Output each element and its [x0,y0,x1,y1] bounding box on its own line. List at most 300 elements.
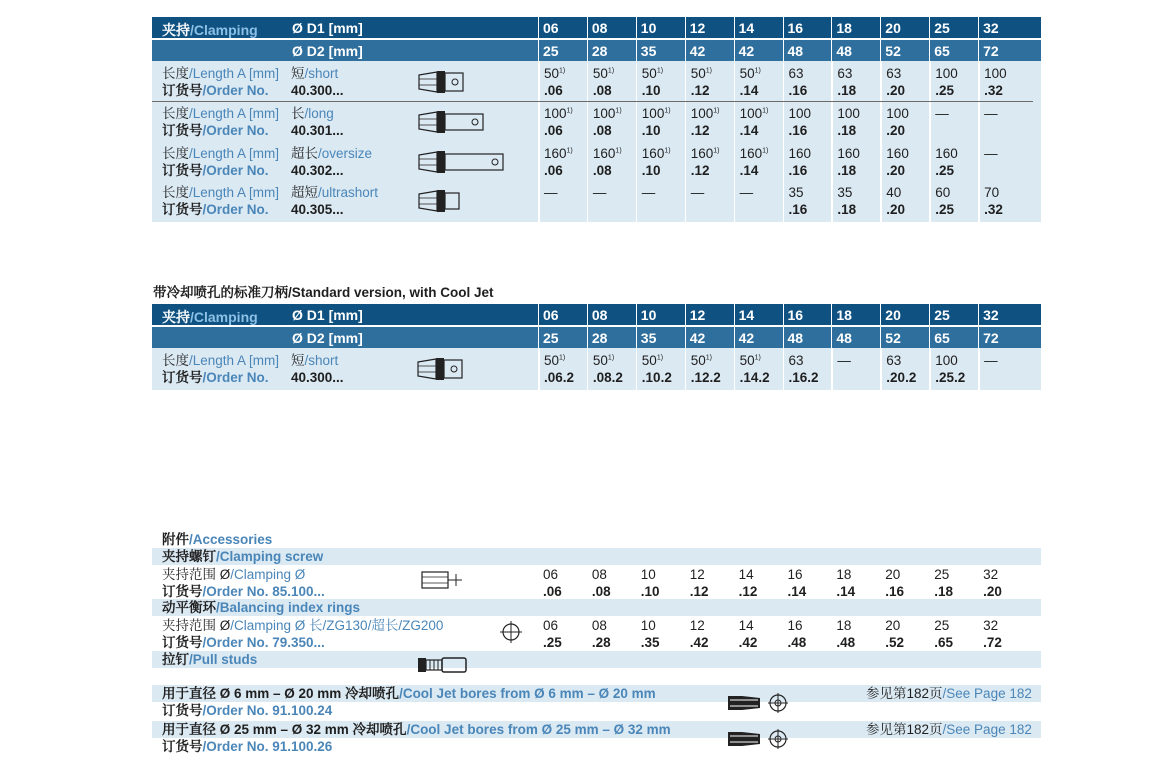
column-divider [880,61,882,222]
header-d2-label: Ø D2 [mm] [292,43,363,59]
d1-col-08: 08 [587,304,636,325]
length-value: 100 [886,106,909,121]
value-cell [740,184,754,218]
column-divider [783,61,785,222]
order-code: .06 [544,123,563,138]
length-value: — [984,146,998,161]
order-code: .20 [886,163,906,178]
header-clamping-label: 夹持/Clamping [162,309,258,325]
value-cell [691,145,720,179]
length-value: 50$^{1)}$ [544,66,566,81]
length-value: 160$^{1)}$ [739,146,769,161]
length-value: 63 [886,353,902,368]
length-value: 100$^{1)}$ [739,106,769,121]
length-value: 160$^{1)}$ [641,146,671,161]
size-value: 20 [885,567,901,582]
d1-col-14: 14 [734,304,783,325]
size-value: 08 [591,618,607,633]
size-value: 25 [934,567,950,582]
length-value: 100 [935,353,958,368]
size-value: 32 [983,618,999,633]
value-cell [544,145,573,179]
order-code: .28 [591,635,611,650]
value-cell [690,617,709,651]
order-code: .48 [787,635,807,650]
value-cell [789,352,819,386]
value-cell [642,352,672,386]
order-code: .12 [690,83,710,98]
size-value: 12 [689,567,705,582]
header-clamping-label: 夹持/Clamping [162,22,258,38]
order-code: .25 [935,163,954,178]
d2-col-72: 72 [978,40,1027,61]
length-value: 63 [886,66,902,81]
order-code: .12 [690,123,710,138]
value-cell [740,105,769,139]
row-variant: 超长/oversize 40.302... [291,146,373,178]
value-cell [544,65,565,99]
pull-stud-icon [416,655,470,675]
value-cell [837,105,860,139]
cooljet2-title: 用于直径 Ø 25 mm – Ø 32 mm 冷却喷孔/Cool Jet bores from Ø 25 mm – Ø 32 mm [162,722,671,737]
value-cell [836,566,855,600]
column-divider [880,348,882,390]
value-cell [837,65,856,99]
d1-col-32: 32 [978,304,1027,325]
value-cell [544,184,558,218]
d1-col-12: 12 [685,304,734,325]
row-variant: 短/short 40.300... [291,353,344,385]
column-divider [636,348,638,390]
d2-col-72: 72 [978,327,1027,348]
order-code: .14 [836,584,856,599]
d1-col-16: 16 [783,17,832,38]
column-divider [636,61,638,222]
order-code [984,162,998,179]
header-d1-label: Ø D1 [mm] [292,20,363,36]
section-title-cooljet: 带冷却喷孔的标准刀柄/Standard version, with Cool Jet [153,285,494,300]
d2-col-48: 48 [783,327,832,348]
order-code [984,369,998,386]
value-cell [886,105,909,139]
order-code [593,201,607,218]
table-clamping-1 [152,17,1041,222]
size-value: 06 [543,567,559,582]
size-value: 14 [738,618,754,633]
order-code: .08 [591,584,611,599]
value-cell [935,352,965,386]
order-code: .10 [640,584,660,599]
size-value: 20 [885,618,901,633]
value-cell [740,145,769,179]
d2-col-65: 65 [929,327,978,348]
cooljet1-see-page: 参见第182页/See Page 182 [866,686,1032,701]
value-cell [593,105,622,139]
length-value: 160 [788,146,812,161]
footnote-marker: 1) [615,107,622,115]
footnote-marker: 1) [615,147,622,155]
cooljet1-order: 订货号/Order No. 91.100.24 [162,703,333,718]
footnote-marker: 1) [754,354,761,362]
order-code: .14 [739,123,759,138]
order-code: .16 [788,83,808,98]
value-cell [935,105,949,139]
size-value: 16 [787,618,803,633]
table-clamping-2 [152,304,1041,390]
oversize-holder-icon [417,149,507,175]
d2-col-28: 28 [587,40,636,61]
value-cell [544,105,573,139]
length-value: 70 [984,185,1000,200]
footnote-marker: 1) [713,147,720,155]
d2-col-28: 28 [587,327,636,348]
value-cell [934,617,953,651]
clamping-screw-range: 夹持范围 Ø/Clamping Ø [162,567,306,582]
value-cell [593,352,623,386]
row-variant: 短/short 40.300... [291,66,344,98]
order-code: .18 [934,584,953,599]
value-cell [543,617,562,651]
size-value: 10 [640,618,656,633]
d1-col-14: 14 [734,17,783,38]
value-cell [691,352,721,386]
order-code: .32 [984,83,1003,98]
d1-col-06: 06 [538,17,587,38]
pull-studs-header-bg [152,651,1041,668]
length-value: — [984,353,998,368]
order-code: .10 [641,83,661,98]
length-value: 160 [935,146,958,161]
d2-col-42: 42 [734,327,783,348]
column-divider [587,61,589,222]
balancing-rings-title: 动平衡环/Balancing index rings [162,600,361,615]
column-divider [978,61,980,222]
order-code: .35 [640,635,660,650]
order-code: .16 [788,123,808,138]
footnote-marker: 1) [566,107,573,115]
order-code: .65 [934,635,953,650]
header-row-d1 [152,304,1041,325]
value-cell [593,65,614,99]
d1-col-06: 06 [538,304,587,325]
order-code: .10 [641,123,661,138]
value-cell [886,352,916,386]
value-cell [983,566,1002,600]
length-value: 50$^{1)}$ [690,353,712,368]
order-code [544,201,558,218]
footnote-marker: 1) [762,107,769,115]
d2-col-42: 42 [734,40,783,61]
length-value: 160$^{1)}$ [544,146,573,161]
length-value: 50$^{1)}$ [592,353,615,368]
value-cell [642,145,671,179]
d1-col-16: 16 [783,304,832,325]
value-cell [837,184,856,218]
length-value: 50$^{1)}$ [690,66,712,81]
d1-col-18: 18 [831,17,880,38]
value-cell [984,105,998,139]
length-value: — [837,353,851,368]
size-value: 14 [738,567,754,582]
length-value: 100 [837,106,860,121]
row-labels: 长度/Length A [mm] 订货号/Order No. [162,185,280,217]
value-cell [642,65,663,99]
length-value: 50$^{1)}$ [592,66,615,81]
length-value: 40 [886,185,902,200]
value-cell [837,145,860,179]
length-value: — [592,185,607,200]
d2-col-25: 25 [538,327,587,348]
order-code: .10 [641,163,661,178]
size-value: 25 [934,618,950,633]
order-code: .10.2 [641,370,672,385]
footnote-marker: 1) [559,354,566,362]
length-value: 35 [837,185,853,200]
column-divider [685,61,687,222]
length-value: 63 [788,66,804,81]
order-code: .16 [885,584,905,599]
length-value: 100 [788,106,812,121]
order-code [984,122,998,139]
value-cell [544,352,574,386]
d1-col-25: 25 [929,304,978,325]
length-value: — [544,185,558,200]
row-labels: 长度/Length A [mm] 订货号/Order No. [162,66,280,98]
short-holder-icon [417,69,465,95]
length-value: — [935,106,949,121]
column-divider [538,61,540,222]
footnote-marker: 1) [762,147,769,155]
cooljet2-order: 订货号/Order No. 91.100.26 [162,739,333,754]
length-value: 100$^{1)}$ [641,106,671,121]
d1-col-25: 25 [929,17,978,38]
length-value: 160$^{1)}$ [592,146,622,161]
cooljet1-title: 用于直径 Ø 6 mm – Ø 20 mm 冷却喷孔/Cool Jet bores from Ø 6 mm – Ø 20 mm [162,686,656,701]
order-code: .20 [886,202,906,217]
column-divider [831,61,833,222]
order-code: .20 [886,83,906,98]
footnote-marker: 1) [754,67,761,75]
order-code: .06 [544,83,563,98]
footnote-marker: 1) [656,354,664,362]
column-divider [587,348,589,390]
value-cell [641,566,660,600]
row-divider [152,101,1033,102]
order-code: .08 [592,163,612,178]
d2-col-52: 52 [880,40,929,61]
value-cell [984,352,998,386]
length-value: 63 [837,66,853,81]
value-cell [690,566,709,600]
accessories-title: 附件/Accessories [162,532,273,547]
order-code: .12 [738,584,758,599]
value-cell [885,566,904,600]
order-code: .12.2 [690,370,721,385]
size-value: 08 [591,567,607,582]
order-code: .32 [984,202,1003,217]
size-value: 16 [787,567,803,582]
pull-studs-title: 拉钉/Pull studs [162,652,258,667]
value-cell [934,566,953,600]
size-value: 10 [640,567,656,582]
value-cell [984,145,998,179]
length-value: — [641,185,656,200]
value-cell [789,65,808,99]
value-cell [789,145,812,179]
value-cell [789,184,808,218]
footnote-marker: 1) [559,67,566,75]
order-code: .12 [690,163,710,178]
column-divider [734,348,736,390]
order-code: .20.2 [886,370,917,385]
order-code: .18 [837,123,857,138]
row-labels: 长度/Length A [mm] 订货号/Order No. [162,353,280,385]
clamping-screw-icon [418,569,464,591]
value-cell [543,566,562,600]
footnote-marker: 1) [705,67,712,75]
footnote-marker: 1) [656,67,664,75]
order-code: .18 [837,202,857,217]
column-divider [538,348,540,390]
header-row-d2 [152,327,1041,348]
value-cell [593,145,622,179]
length-value: 60 [935,185,951,200]
order-code: .08 [592,123,612,138]
length-value: 160 [886,146,909,161]
footnote-marker: 1) [664,107,671,115]
order-code [642,201,656,218]
length-value: — [739,185,754,200]
footnote-marker: 1) [566,147,573,155]
d2-col-52: 52 [880,327,929,348]
length-value: 100$^{1)}$ [592,106,622,121]
value-cell [788,617,807,651]
d1-col-20: 20 [880,17,929,38]
length-value: 160$^{1)}$ [690,146,720,161]
d1-col-12: 12 [685,17,734,38]
length-value: 100 [984,66,1007,81]
clamping-screw-order: 订货号/Order No. 85.100... [162,584,325,599]
value-cell [886,65,905,99]
value-cell [886,184,905,218]
footnote-marker: 1) [664,147,671,155]
length-value: 50$^{1)}$ [544,353,566,368]
value-cell [691,105,720,139]
length-value: 50$^{1)}$ [641,353,664,368]
d1-col-10: 10 [636,304,685,325]
order-code: .14 [787,584,807,599]
value-cell [789,105,812,139]
column-divider [929,61,931,222]
footnote-marker: 1) [607,354,615,362]
d2-col-65: 65 [929,40,978,61]
value-cell [886,145,909,179]
length-value: 63 [788,353,804,368]
order-code: .25.2 [935,370,966,385]
column-divider [685,348,687,390]
length-value: 100$^{1)}$ [544,106,573,121]
clamping-screw-title: 夹持螺钉/Clamping screw [162,549,324,564]
order-code [691,201,705,218]
order-code: .48 [836,635,856,650]
d1-col-18: 18 [831,304,880,325]
order-code [740,201,754,218]
size-value: 32 [983,567,999,582]
order-code: .72 [983,635,1002,650]
order-code: .42 [689,635,709,650]
d1-col-08: 08 [587,17,636,38]
column-divider [831,348,833,390]
value-cell [885,617,904,651]
header-row-d1 [152,17,1041,38]
order-code: .16 [788,202,808,217]
order-code: .52 [885,635,905,650]
column-divider [978,348,980,390]
order-code: .18 [837,83,857,98]
value-cell [984,184,1003,218]
size-value: 12 [689,618,705,633]
length-value: — [690,185,705,200]
order-code: .20 [983,584,1002,599]
value-cell [935,65,958,99]
footnote-marker: 1) [713,107,720,115]
order-code: .08 [592,83,612,98]
value-cell [836,617,855,651]
row-variant: 长/long 40.301... [291,106,344,138]
value-cell [642,105,671,139]
d1-col-20: 20 [880,304,929,325]
order-code: .42 [738,635,758,650]
value-cell [740,65,761,99]
value-cell [691,65,712,99]
length-value: 100$^{1)}$ [690,106,720,121]
order-code: .16 [788,163,808,178]
value-cell [984,65,1007,99]
d2-col-35: 35 [636,40,685,61]
length-value: — [984,106,998,121]
length-value: 100 [935,66,958,81]
order-code: .06 [544,163,563,178]
order-code: .14 [739,83,759,98]
size-value: 18 [836,567,852,582]
value-cell [592,617,611,651]
balancing-rings-range: 夹持范围 Ø/Clamping Ø 长/ZG130/超长/ZG200 [162,618,444,633]
order-code: .20 [886,123,906,138]
row-variant: 超短/ultrashort 40.305... [291,185,379,217]
order-code: .16.2 [788,370,819,385]
d2-col-35: 35 [636,327,685,348]
order-code: .25 [935,202,954,217]
value-cell [739,566,758,600]
d1-col-10: 10 [636,17,685,38]
column-divider [783,348,785,390]
order-code [935,122,949,139]
column-divider [929,348,931,390]
size-value: 18 [836,618,852,633]
value-cell [691,184,705,218]
length-value: 160 [837,146,860,161]
cooljet-bore-icon [726,690,792,716]
order-code: .14 [739,163,759,178]
order-code: .25 [543,635,562,650]
cooljet2-see-page: 参见第182页/See Page 182 [866,722,1032,737]
order-code: .06.2 [544,370,575,385]
length-value: 50$^{1)}$ [739,353,761,368]
order-code: .06 [543,584,562,599]
value-cell [935,184,954,218]
d2-col-48: 48 [783,40,832,61]
order-code: .08.2 [592,370,623,385]
